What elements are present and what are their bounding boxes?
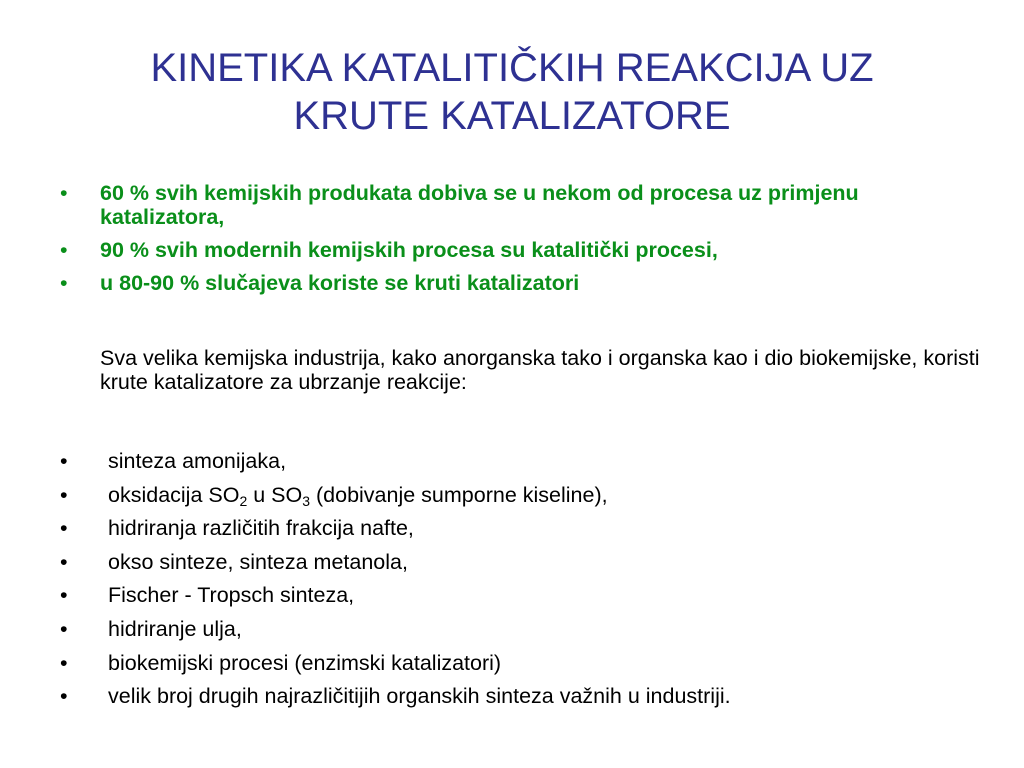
process-text — [108, 483, 608, 507]
process-item — [60, 613, 980, 647]
highlight-item — [60, 238, 960, 262]
bullet-icon: • — [60, 271, 68, 295]
process-text: okso sinteze, sinteza metanola, — [108, 549, 408, 574]
highlight-item — [60, 271, 960, 295]
process-text-part: (dobivanje sumporne kiseline), — [310, 482, 608, 507]
process-item — [60, 647, 980, 681]
process-text-part: oksidacija SO — [108, 482, 240, 507]
process-text-part: u SO — [247, 482, 303, 507]
bullet-icon: • — [60, 516, 68, 541]
bullet-icon: • — [60, 583, 68, 608]
highlight-text: 90 % svih modernih kemijskih procesa su katalitički procesi, — [100, 238, 718, 262]
bullet-icon: • — [60, 549, 68, 574]
bullet-icon: • — [60, 482, 68, 507]
subscript: 3 — [302, 492, 311, 509]
process-text: sinteza amonijaka, — [108, 449, 287, 473]
highlight-text: 60 % svih kemijskih produkata dobiva se u nekom od procesa uz primjenu katalizatora, — [100, 181, 859, 229]
slide-title-line-1: KINETIKA KATALITIČKIH REAKCIJA UZ — [150, 46, 874, 90]
highlight-item — [60, 181, 960, 229]
highlight-list — [60, 181, 960, 304]
bullet-icon: • — [60, 684, 68, 709]
bullet-icon: • — [60, 650, 68, 675]
process-item — [60, 579, 980, 613]
subscript: 2 — [239, 492, 248, 509]
bullet-icon: • — [60, 616, 68, 641]
slide-title — [60, 44, 964, 140]
bullet-icon: • — [60, 449, 68, 473]
process-item — [60, 546, 980, 580]
process-text: Fischer - Tropsch sinteza, — [108, 583, 355, 608]
process-text: velik broj drugih najrazličitijih organskih sinteza važnih u industriji. — [108, 684, 731, 709]
process-text: hidriranje ulja, — [108, 616, 242, 641]
bullet-icon: • — [60, 181, 68, 205]
process-text: biokemijski procesi (enzimski katalizatori) — [108, 650, 502, 675]
process-list — [60, 445, 980, 714]
bullet-icon: • — [60, 238, 68, 262]
process-item — [60, 680, 980, 714]
process-text: hidriranja različitih frakcija nafte, — [108, 516, 414, 541]
slide-title-line-2: KRUTE KATALIZATORE — [293, 94, 731, 138]
process-item — [60, 479, 980, 513]
highlight-text: u 80-90 % slučajeva koriste se kruti katalizatori — [100, 271, 580, 295]
intro-paragraph: Sva velika kemijska industrija, kako anorganska tako i organska kao i dio biokemijske, koristi krute katalizatore za ubrzanje reakcije: — [100, 346, 980, 394]
process-item — [60, 512, 980, 546]
process-item — [60, 445, 980, 479]
